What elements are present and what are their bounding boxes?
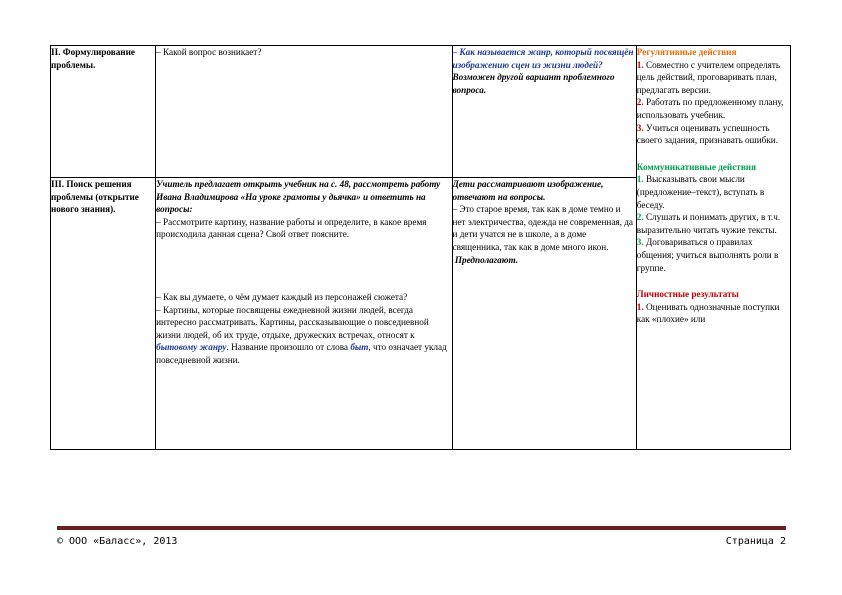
table-row xyxy=(51,46,791,178)
teacher-intro: Учитель предлагает открыть учебник на с. 48, рассмотреть работу Ивана Владимирова «На уроке грамоты у дьячка» и ответить на вопросы: xyxy=(156,179,441,215)
footer-divider xyxy=(57,526,786,530)
page-number: Страница 2 xyxy=(725,536,786,547)
result-item: 1. Совместно с учителем определять цель действий, проговаривать план, предлагать версии. xyxy=(636,59,781,95)
genre-term: бытовому жанру xyxy=(156,342,227,353)
result-item: 2. Слушать и понимать других, в т.ч. выразительно читать чужие тексты. xyxy=(636,212,781,235)
results-cell xyxy=(636,46,790,450)
regulative-title: Регулятивные действия xyxy=(636,47,737,57)
result-item: 3. Учиться оценивать успешность своего задания, признавать ошибки. xyxy=(636,122,778,146)
result-item: 3. Договариваться о правилах общения; учиться выполнять роли в группе. xyxy=(636,237,779,273)
teacher-question: – Рассмотрите картину, название работы и определите, в какое время происходила данная сцена? Свой ответ поясните. xyxy=(156,216,427,240)
students-answer: – Это старое время, так как в доме темно и нет электричества, одежда не современная, да и дети учатся не в школе, а в доме священника, так как в доме много икон. xyxy=(452,204,633,252)
teacher-text: – Какой вопрос возникает? xyxy=(156,47,262,57)
lesson-table xyxy=(50,45,791,450)
result-item: 1. Высказывать свои мысли (предложение–текст), вступать в беседу. xyxy=(636,174,765,210)
teacher-cell xyxy=(156,46,452,178)
result-item: 2. Работать по предложенному плану, использовать учебник. xyxy=(636,97,784,120)
teacher-question: – Как вы думаете, о чём думает каждый из персонажей сюжета? xyxy=(156,291,408,302)
students-intro: Дети рассматривают изображение, отвечают на вопросы. xyxy=(452,179,604,202)
teacher-cell xyxy=(156,178,452,450)
copyright: © ООО «Баласс», 2013 xyxy=(57,536,178,547)
result-item: 1. Оценивать однозначные поступки как «плохие» или xyxy=(636,301,780,325)
root-word: быт xyxy=(350,342,369,353)
stage-cell xyxy=(51,46,156,178)
students-note: Возможен другой вариант проблемного вопроса. xyxy=(452,72,615,95)
students-cell xyxy=(452,46,636,178)
problem-question: – Как называется жанр, который посвящён изображению сцен из жизни людей? xyxy=(452,47,634,70)
students-note: Предполагают. xyxy=(454,254,519,265)
students-cell xyxy=(452,178,636,450)
stage-label: II. Формулирование проблемы. xyxy=(51,47,135,70)
stage-label: III. Поиск решения проблемы (открытие нового знания). xyxy=(51,179,139,215)
teacher-explanation: – Картины, которые посвящены ежедневной жизни людей, всегда интересно рассматривать. Картины, рассказывающие о повседневной жизни людей, об их труде, отдыхе, дружеских встречах, относят к бытовому жанру. Название произошло от слова быт, что означает уклад повседневной жизни. xyxy=(156,304,447,365)
communicative-title: Коммуникативные действия xyxy=(636,161,757,172)
personal-title: Личностные результаты xyxy=(636,289,739,300)
stage-cell xyxy=(51,178,156,450)
